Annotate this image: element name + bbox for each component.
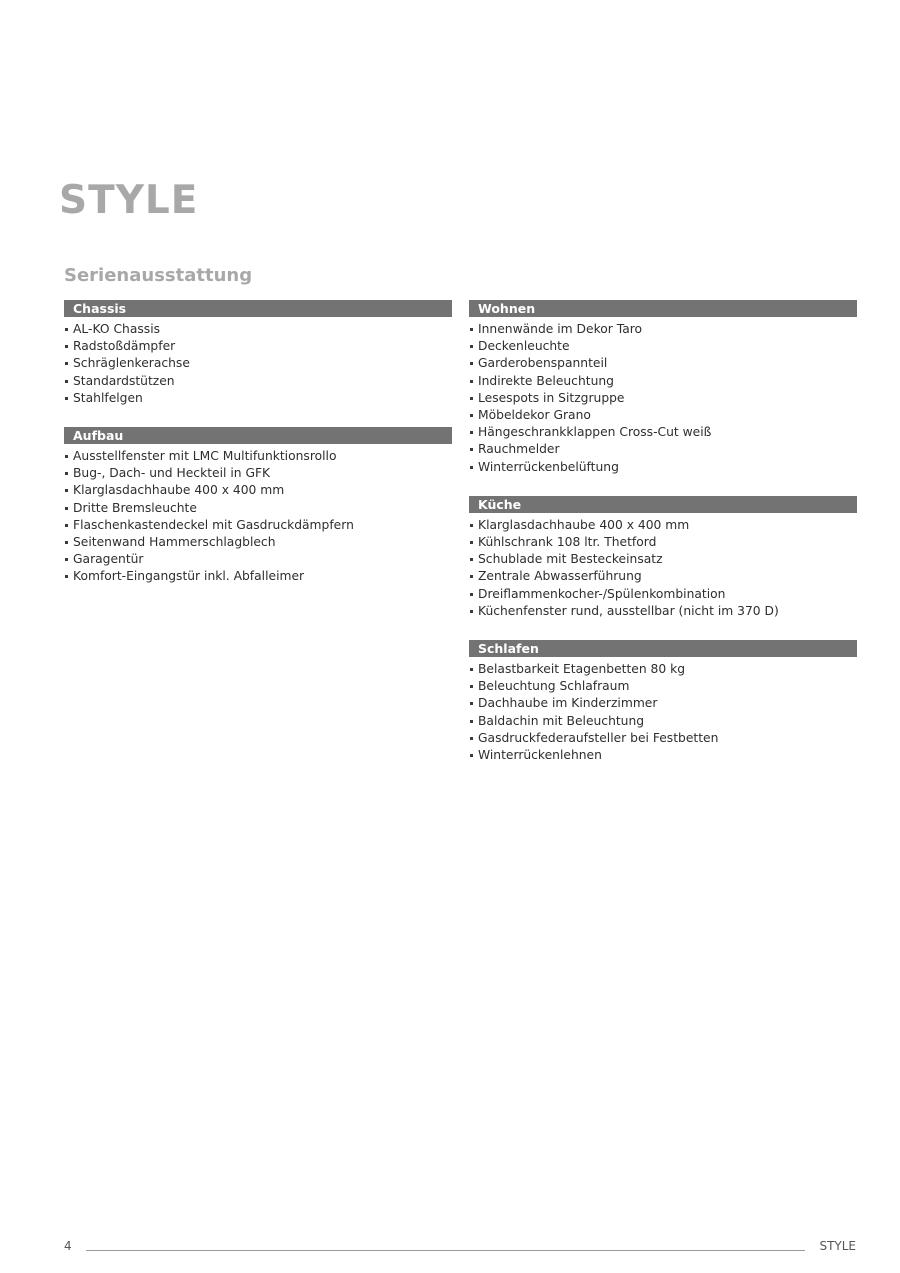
list-item: Zentrale Abwasserführung: [469, 568, 857, 585]
list-item: Möbeldekor Grano: [469, 407, 857, 424]
section-aufbau: [64, 427, 452, 586]
page-subtitle: Serienausstattung: [64, 265, 253, 286]
section-wohnen: [469, 300, 857, 476]
list-item: Standardstützen: [64, 373, 452, 390]
list-item: Belastbarkeit Etagenbetten 80 kg: [469, 661, 857, 678]
list-item: Hängeschrankklappen Cross-Cut weiß: [469, 424, 857, 441]
list-item: Gasdruckfederaufsteller bei Festbetten: [469, 730, 857, 747]
list-item: Schublade mit Besteckeinsatz: [469, 551, 857, 568]
list-item: Garagentür: [64, 551, 452, 568]
footer-divider: [86, 1250, 805, 1251]
left-column: [64, 300, 452, 606]
feature-list: [64, 321, 452, 407]
section-header: Küche: [469, 496, 857, 513]
section-header: Aufbau: [64, 427, 452, 444]
page-title: STYLE: [59, 178, 199, 223]
list-item: AL-KO Chassis: [64, 321, 452, 338]
list-item: Schräglenkerachse: [64, 355, 452, 372]
list-item: Indirekte Beleuchtung: [469, 373, 857, 390]
list-item: Winterrückenlehnen: [469, 747, 857, 764]
section-kueche: [469, 496, 857, 620]
section-chassis: [64, 300, 452, 407]
section-schlafen: [469, 640, 857, 764]
feature-list: [64, 448, 452, 586]
list-item: Deckenleuchte: [469, 338, 857, 355]
page-number: 4: [64, 1239, 72, 1253]
list-item: Innenwände im Dekor Taro: [469, 321, 857, 338]
list-item: Klarglasdachhaube 400 x 400 mm: [469, 517, 857, 534]
list-item: Garderobenspannteil: [469, 355, 857, 372]
list-item: Ausstellfenster mit LMC Multifunktionsrollo: [64, 448, 452, 465]
list-item: Klarglasdachhaube 400 x 400 mm: [64, 482, 452, 499]
list-item: Stahlfelgen: [64, 390, 452, 407]
list-item: Rauchmelder: [469, 441, 857, 458]
feature-list: [469, 517, 857, 620]
list-item: Winterrückenbelüftung: [469, 459, 857, 476]
list-item: Radstoßdämpfer: [64, 338, 452, 355]
list-item: Dachhaube im Kinderzimmer: [469, 695, 857, 712]
list-item: Seitenwand Hammerschlagblech: [64, 534, 452, 551]
section-header: Chassis: [64, 300, 452, 317]
list-item: Lesespots in Sitzgruppe: [469, 390, 857, 407]
right-column: [469, 300, 857, 784]
section-header: Schlafen: [469, 640, 857, 657]
list-item: Bug-, Dach- und Heckteil in GFK: [64, 465, 452, 482]
list-item: Küchenfenster rund, ausstellbar (nicht im 370 D): [469, 603, 857, 620]
list-item: Beleuchtung Schlafraum: [469, 678, 857, 695]
list-item: Baldachin mit Beleuchtung: [469, 713, 857, 730]
list-item: Dreiflammenkocher-/Spülenkombination: [469, 586, 857, 603]
list-item: Flaschenkastendeckel mit Gasdruckdämpfern: [64, 517, 452, 534]
list-item: Komfort-Eingangstür inkl. Abfalleimer: [64, 568, 452, 585]
section-header: Wohnen: [469, 300, 857, 317]
feature-list: [469, 661, 857, 764]
feature-list: [469, 321, 857, 476]
footer-label: STYLE: [819, 1239, 856, 1253]
list-item: Kühlschrank 108 ltr. Thetford: [469, 534, 857, 551]
list-item: Dritte Bremsleuchte: [64, 500, 452, 517]
